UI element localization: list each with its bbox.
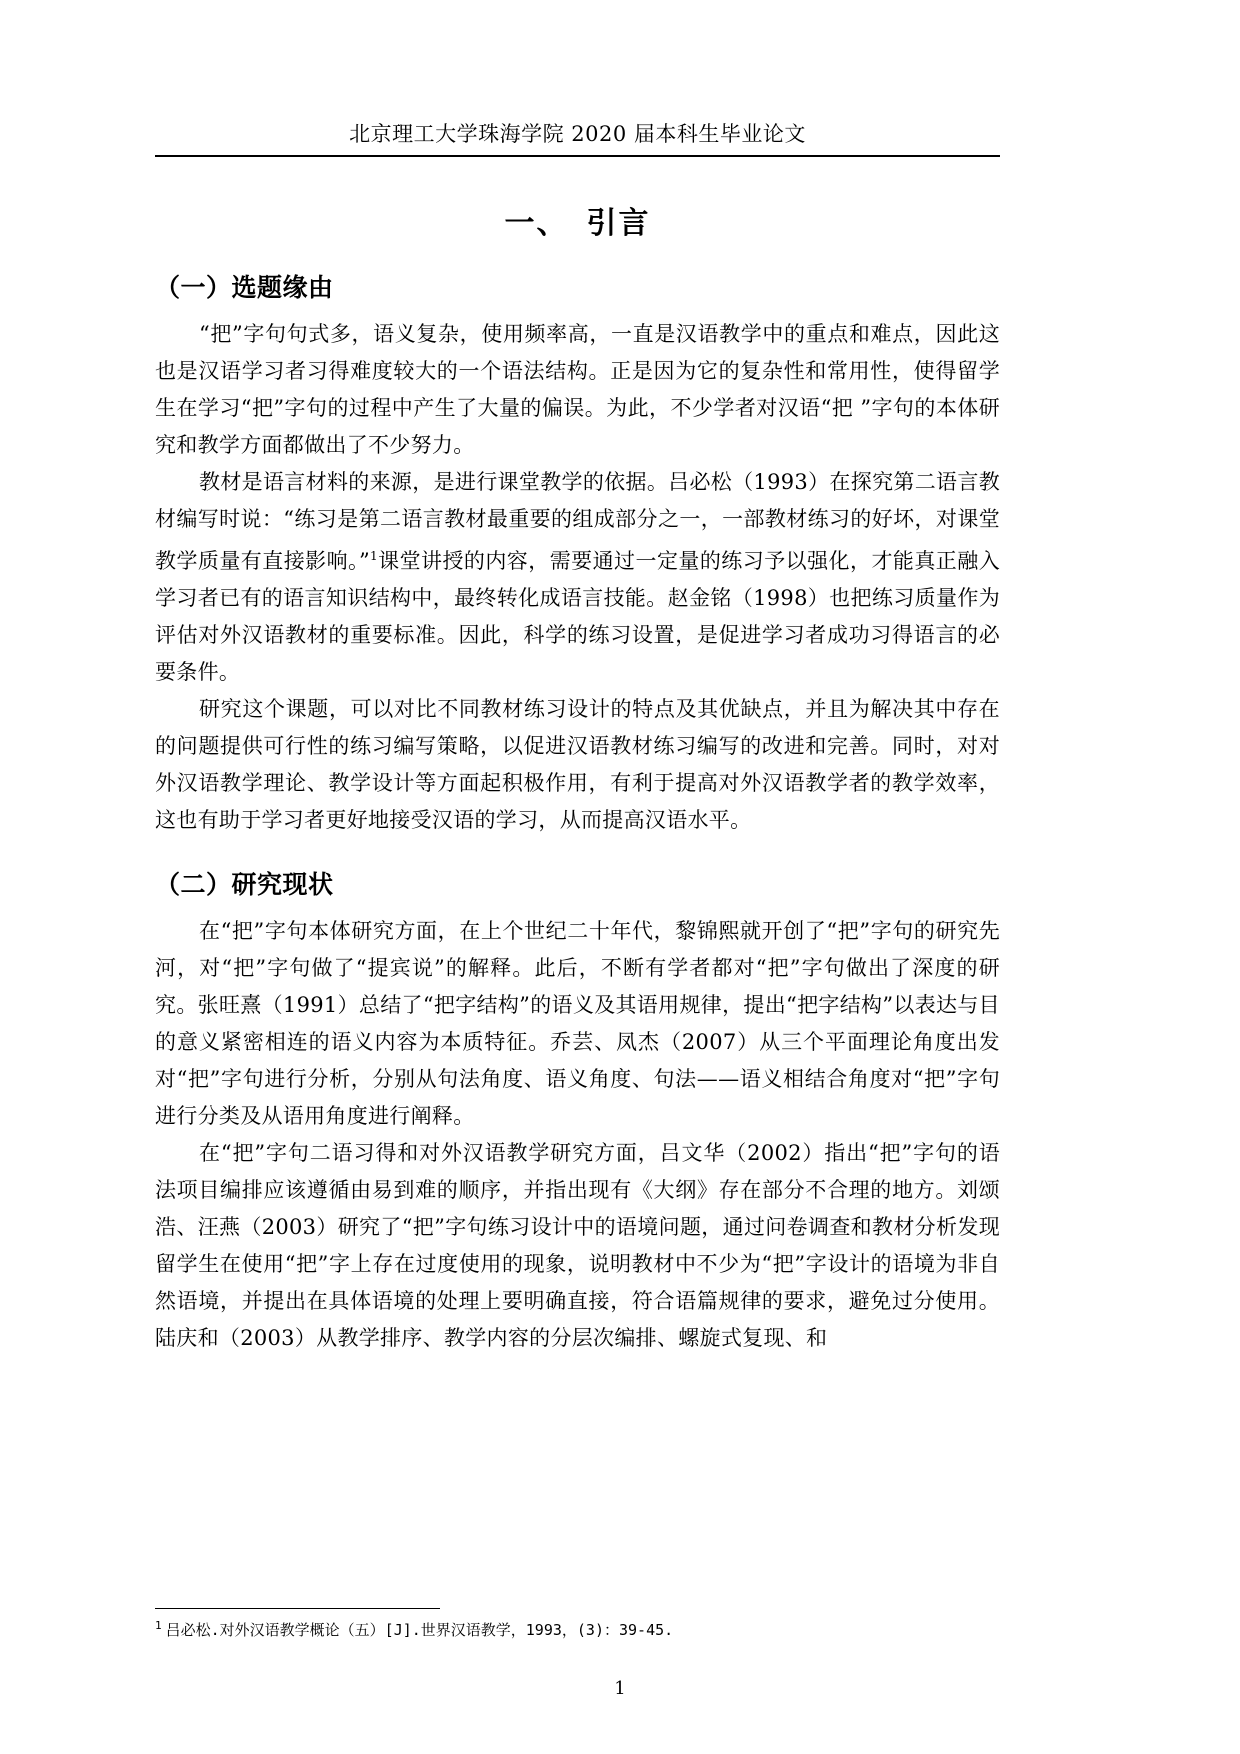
document-content: [155, 180, 1000, 1357]
footnote-divider: [155, 1608, 440, 1609]
footnote-reference: 1: [370, 549, 378, 563]
paragraph-1-1: “把”字句句式多，语义复杂，使用频率高，一直是汉语教学中的重点和难点，因此这也是汉语学习者习得难度较大的一个语法结构。正是因为它的复杂性和常用性，使得留学生在学习“把”字句的过程中产生了大量的偏误。为此，不少学者对汉语“把 ”字句的本体研究和教学方面都做出了不少努力。: [155, 322, 1000, 457]
footnote-area: [155, 1608, 1000, 1641]
footnote-text: [155, 1615, 1000, 1641]
section-heading-1: （一）选题缘由: [155, 273, 334, 302]
running-head: 北京理工大学珠海学院 2020 届本科生毕业论文: [349, 122, 806, 146]
paragraph-1-2-text-a: 教材是语言材料的来源，是进行课堂教学的依据。吕必松（1993）在探究第二语言教材编写时说：“练习是第二语言教材最重要的组成部分之一，一部教材练习的好坏，对课堂教学质量有直接影响。”: [155, 470, 1000, 573]
paragraph-1-2-text-b: 课堂讲授的内容，需要通过一定量的练习予以强化，才能真正融入学习者已有的语言知识结构中，最终转化成语言技能。赵金铭（1998）也把练习质量作为评估对外汉语教材的重要标准。因此，科学的练习设置，是促进学习者成功习得语言的必要条件。: [155, 549, 1000, 684]
page-title: [155, 198, 1000, 242]
paragraph-1-3: 研究这个课题，可以对比不同教材练习设计的特点及其优缺点，并且为解决其中存在的问题提供可行性的练习编写策略，以促进汉语教材练习编写的改进和完善。同时，对对外汉语教学理论、教学设计等方面起积极作用，有利于提高对外汉语教学者的教学效率，这也有助于学习者更好地接受汉语的学习，从而提高汉语水平。: [155, 697, 1000, 832]
paragraph-2-2: 在“把”字句二语习得和对外汉语教学研究方面，吕文华（2002）指出“把”字句的语法项目编排应该遵循由易到难的顺序，并指出现有《大纲》存在部分不合理的地方。刘颂浩、汪燕（2003）研究了“把”字句练习设计中的语境问题，通过问卷调查和教材分析发现留学生在使用“把”字上存在过度使用的现象，说明教材中不少为“把”字设计的语境为非自然语境，并提出在具体语境的处理上要明确直接，符合语篇规律的要求，避免过分使用。陆庆和（2003）从教学排序、教学内容的分层次编排、螺旋式复现、和: [155, 1141, 1000, 1350]
paragraph-1-2: [155, 464, 1000, 691]
page-title-text: 引言: [586, 206, 651, 241]
section-heading-2: （二）研究现状: [155, 870, 334, 899]
page-title-number: 一、: [504, 206, 569, 241]
page-number: 1: [614, 1678, 626, 1699]
footnote-citation: 吕必松.对外汉语教学概论（五）[J].世界汉语教学，1993，(3)：39-45.: [165, 1621, 674, 1639]
header-divider: [155, 155, 1000, 157]
paragraph-2-1: 在“把”字句本体研究方面，在上个世纪二十年代，黎锦熙就开创了“把”字句的研究先河，对“把”字句做了“提宾说”的解释。此后，不断有学者都对“把”字句做出了深度的研究。张旺熹（1991）总结了“把字结构”的语义及其语用规律，提出“把字结构”以表达与目的意义紧密相连的语义内容为本质特征。乔芸、凤杰（2007）从三个平面理论角度出发对“把”字句进行分析，分别从句法角度、语义角度、句法——语义相结合角度对“把”字句进行分类及从语用角度进行阐释。: [155, 919, 1000, 1128]
footnote-number: 1: [155, 1619, 162, 1632]
